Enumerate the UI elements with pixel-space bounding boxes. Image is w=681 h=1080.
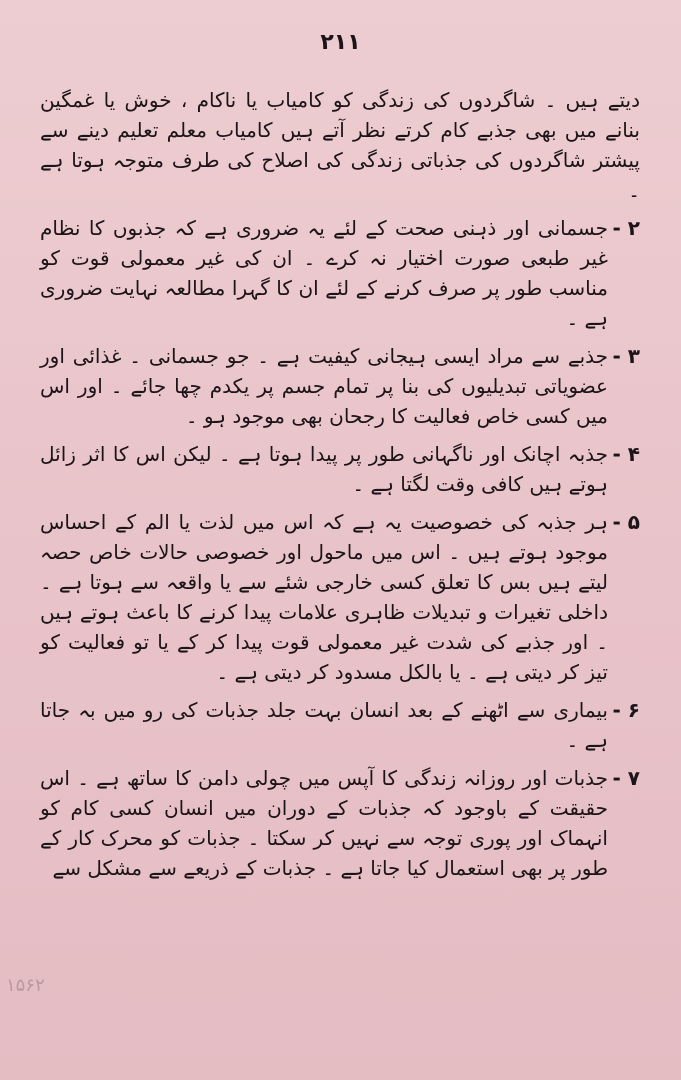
item-number: ۳ -: [612, 344, 640, 368]
item-number: ۲ -: [612, 216, 640, 240]
list-item: [40, 213, 640, 333]
item-number: ۶ -: [612, 698, 640, 722]
item-text: ہر جذبہ کی خصوصیت یہ ہے کہ اس میں لذت یا الم کے احساس موجود ہوتے ہیں ۔ اس میں ماحول اور خصوصی حالات خاص حصہ لیتے ہیں بس کا تعلق کسی خارجی شئے سے یا واقعہ سے ہوتا ہے ۔ داخلی تغیرات و تبدیلات ظاہری علامات پیدا کرنے کا باعث ہوتے ہیں ۔ اور جذبے کی شدت غیر معمولی قوت پیدا کر کے یا تو فعالیت کو تیز کر دیتی ہے ۔ یا بالکل مسدود کر دیتی ہے ۔: [40, 510, 608, 684]
page-body: [40, 85, 640, 891]
item-number: ۴ -: [612, 442, 640, 466]
item-text: جذبے سے مراد ایسی ہیجانی کیفیت ہے ۔ جو جسمانی ۔ غذائی اور عضویاتی تبدیلیوں کی بنا پر تمام جسم پر یکدم چھا جائے ۔ اور اس میں کسی خاص فعالیت کا رجحان بھی موجود ہو ۔: [40, 344, 608, 428]
list-item: [40, 507, 640, 687]
intro-paragraph: دیتے ہیں ۔ شاگردوں کی زندگی کو کامیاب یا ناکام ، خوش یا غمگین بنانے میں بھی جذبے کام کرتے نظر آتے ہیں کامیاب معلم تعلیم دینے سے پیشتر شاگردوں کی جذباتی زندگی کی اصلاح کی طرف متوجہ ہوتا ہے ۔: [40, 88, 640, 202]
margin-note: ۱۵۶۲: [6, 975, 45, 996]
list-item: [40, 763, 640, 883]
item-text: بیماری سے اٹھنے کے بعد انسان بہت جلد جذبات کی رو میں بہ جاتا ہے ۔: [40, 698, 608, 752]
item-text: جسمانی اور ذہنی صحت کے لئے یہ ضروری ہے کہ جذبوں کا نظام غیر طبعی صورت اختیار نہ کرے ۔ ان کی غیر معمولی قوت کو مناسب طور پر صرف کرنے کے لئے ان کا گہرا مطالعہ نہایت ضروری ہے ۔: [40, 216, 608, 330]
item-number: ۵ -: [612, 510, 640, 534]
page-number: ۲۱۱: [320, 30, 361, 55]
list-item: [40, 341, 640, 431]
list-item: [40, 439, 640, 499]
list-item: [40, 695, 640, 755]
item-text: جذبات اور روزانہ زندگی کا آپس میں چولی دامن کا ساتھ ہے ۔ اس حقیقت کے باوجود کہ جذبات کے دوران میں انسان کسی کام کو انہماک اور پوری توجہ سے نہیں کر سکتا ۔ جذبات کو محرک کار کے طور پر بھی استعمال کیا جاتا ہے ۔ جذبات کے ذریعے سے مشکل سے: [40, 766, 608, 880]
item-text: جذبہ اچانک اور ناگہانی طور پر پیدا ہوتا ہے ۔ لیکن اس کا اثر زائل ہوتے ہیں کافی وقت لگتا ہے ۔: [40, 442, 608, 496]
item-number: ۷ -: [612, 766, 640, 790]
